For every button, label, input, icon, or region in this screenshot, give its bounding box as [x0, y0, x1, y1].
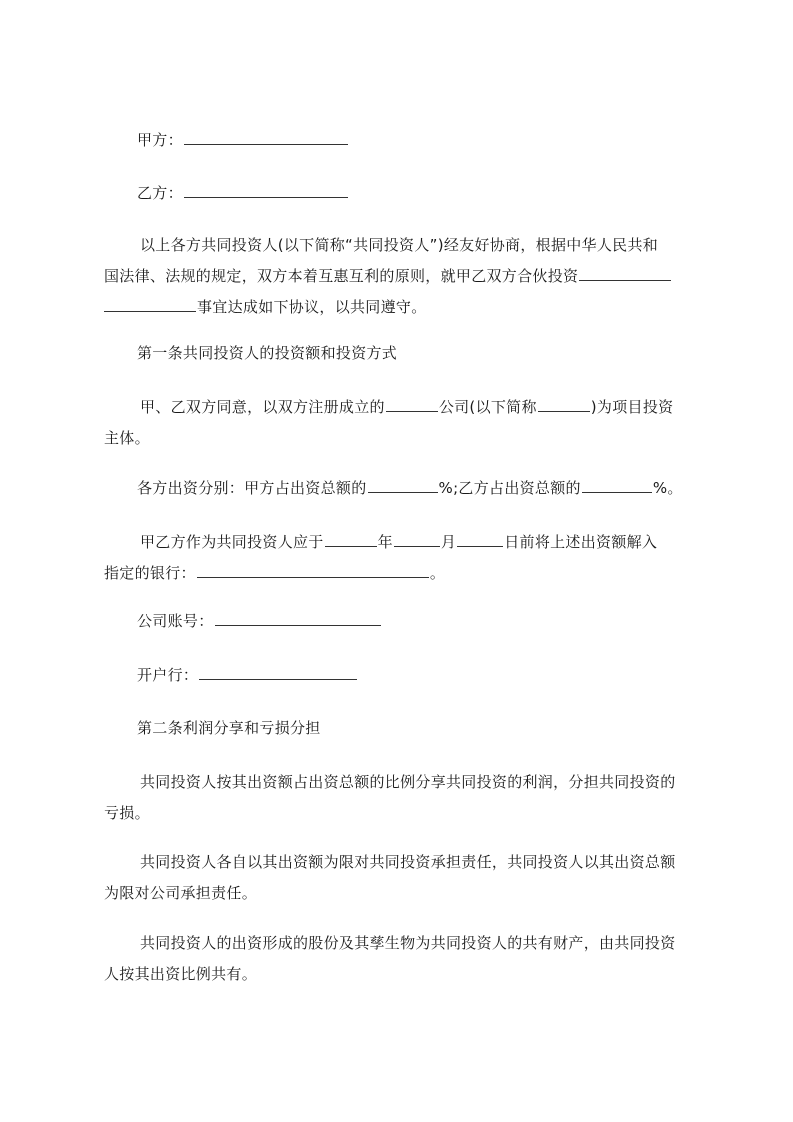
article-1-p1-text-b: 公司(以下简称	[438, 398, 537, 416]
party-b-line	[104, 178, 704, 209]
bank-blank	[199, 665, 357, 680]
article-1-paragraph-3	[104, 527, 704, 589]
party-b-label: 乙方：	[137, 184, 183, 202]
article-1-title-line	[104, 338, 704, 369]
company-short-name-blank	[538, 397, 590, 412]
article-2-p3-line-2: 人按其出资比例共有。	[104, 965, 258, 983]
article-1-paragraph-2	[104, 473, 704, 504]
article-2-p2-line-1: 共同投资人各自以其出资额为限对共同投资承担责任，共同投资人以其出资总额	[140, 853, 676, 871]
article-1-p3-end: 。	[429, 564, 446, 582]
article-1-p2-text-a: 各方出资分别：甲方占出资总额的	[137, 479, 367, 497]
party-a-label: 甲方：	[137, 131, 183, 149]
designated-bank-label: 指定的银行：	[104, 564, 196, 582]
project-name-blank-1	[579, 266, 671, 281]
company-account-line	[104, 606, 704, 637]
project-name-blank-2	[104, 297, 196, 312]
article-2-title-line	[104, 713, 704, 744]
article-1-p2-text-b: %;乙方占出资总额的	[438, 479, 581, 497]
article-1-paragraph-1	[104, 392, 704, 454]
article-2-paragraph-1	[104, 767, 704, 829]
intro-paragraph	[104, 230, 704, 323]
year-blank	[325, 532, 377, 547]
article-2-p3-line-1: 共同投资人的出资形成的股份及其孳生物为共同投资人的共有财产，由共同投资	[140, 934, 676, 952]
article-1-title: 第一条共同投资人的投资额和投资方式	[137, 344, 398, 362]
bank-label: 开户行：	[137, 666, 199, 684]
party-b-blank	[184, 183, 348, 198]
article-2-p1-line-2: 亏损。	[104, 804, 150, 822]
month-blank	[394, 532, 440, 547]
company-name-blank	[386, 397, 438, 412]
bank-line	[104, 660, 704, 691]
month-label: 月	[440, 533, 457, 551]
designated-bank-blank	[197, 563, 429, 578]
article-2-p2-line-2: 为限对公司承担责任。	[104, 884, 258, 902]
company-account-label: 公司账号：	[137, 612, 214, 630]
article-2-title: 第二条利润分享和亏损分担	[137, 719, 321, 737]
party-a-line	[104, 125, 704, 156]
article-2-paragraph-3	[104, 928, 704, 990]
article-1-p3-text-a: 甲乙方作为共同投资人应于	[140, 533, 324, 551]
article-1-p2-text-c: %。	[652, 479, 683, 497]
party-b-share-blank	[582, 478, 652, 493]
article-1-p1-text-c: )为项目投资	[590, 398, 674, 416]
party-a-share-blank	[368, 478, 438, 493]
intro-line-3: 事宜达成如下协议，以共同遵守。	[197, 298, 427, 316]
article-1-p1-text-a: 甲、乙双方同意，以双方注册成立的	[140, 398, 385, 416]
day-blank	[457, 532, 503, 547]
article-2-paragraph-2	[104, 847, 704, 909]
year-label: 年	[377, 533, 393, 551]
intro-line-2: 国法律、法规的规定，双方本着互惠互利的原则，就甲乙双方合伙投资	[104, 267, 579, 285]
party-a-blank	[184, 130, 348, 145]
article-2-p1-line-1: 共同投资人按其出资额占出资总额的比例分享共同投资的利润，分担共同投资的	[140, 773, 676, 791]
intro-line-1: 以上各方共同投资人(以下简称“共同投资人”)经友好协商，根据中华人民共和	[140, 236, 659, 254]
article-1-p1-line-2: 主体。	[104, 429, 150, 447]
company-account-blank	[215, 611, 381, 626]
article-1-p3-text-b: 日前将上述出资额解入	[504, 533, 658, 551]
